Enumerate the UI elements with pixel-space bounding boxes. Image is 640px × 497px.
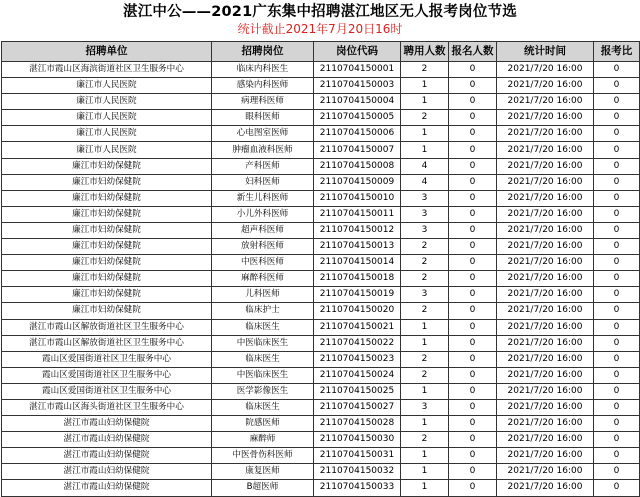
cell-hires: 3 bbox=[401, 190, 449, 206]
cell-unit: 廉江市人民医院 bbox=[2, 110, 212, 126]
cell-code: 2110704150031 bbox=[314, 448, 401, 464]
cell-hires: 1 bbox=[401, 335, 449, 351]
cell-hires: 2 bbox=[401, 303, 449, 319]
cell-hires: 4 bbox=[401, 158, 449, 174]
vacancy-table bbox=[1, 41, 640, 497]
cell-position: 心电图室医师 bbox=[212, 126, 314, 142]
cell-applicants: 0 bbox=[449, 126, 497, 142]
cell-code: 2110704150008 bbox=[314, 158, 401, 174]
cell-ratio: 0 bbox=[594, 94, 640, 110]
cell-hires: 1 bbox=[401, 383, 449, 399]
cell-stat-time: 2021/7/20 16:00 bbox=[497, 222, 594, 238]
cell-position: 眼科医师 bbox=[212, 110, 314, 126]
cell-applicants: 0 bbox=[449, 78, 497, 94]
cell-code: 2110704150013 bbox=[314, 239, 401, 255]
cell-unit: 霞山区爱国街道社区卫生服务中心 bbox=[2, 367, 212, 383]
cell-stat-time: 2021/7/20 16:00 bbox=[497, 480, 594, 496]
cell-hires: 3 bbox=[401, 399, 449, 415]
cell-code: 2110704150024 bbox=[314, 367, 401, 383]
cell-position: 新生儿科医师 bbox=[212, 190, 314, 206]
column-header-stat-time: 统计时间 bbox=[497, 42, 594, 62]
cell-code: 2110704150022 bbox=[314, 335, 401, 351]
column-header-hires: 聘用人数 bbox=[401, 42, 449, 62]
table-body bbox=[2, 62, 640, 497]
cell-stat-time: 2021/7/20 16:00 bbox=[497, 110, 594, 126]
table-row bbox=[2, 158, 640, 174]
cell-applicants: 0 bbox=[449, 303, 497, 319]
table-row bbox=[2, 239, 640, 255]
column-header-ratio: 报考比 bbox=[594, 42, 640, 62]
cell-unit: 湛江市霞山区解放街道社区卫生服务中心 bbox=[2, 335, 212, 351]
cell-stat-time: 2021/7/20 16:00 bbox=[497, 335, 594, 351]
cell-ratio: 0 bbox=[594, 222, 640, 238]
cell-code: 2110704150025 bbox=[314, 383, 401, 399]
table-row bbox=[2, 222, 640, 238]
cell-unit: 霞山区爱国街道社区卫生服务中心 bbox=[2, 383, 212, 399]
cell-stat-time: 2021/7/20 16:00 bbox=[497, 62, 594, 78]
cell-code: 2110704150007 bbox=[314, 142, 401, 158]
cell-ratio: 0 bbox=[594, 448, 640, 464]
cell-position: 临床医生 bbox=[212, 399, 314, 415]
cell-stat-time: 2021/7/20 16:00 bbox=[497, 142, 594, 158]
column-header-position: 招聘岗位 bbox=[212, 42, 314, 62]
table-row bbox=[2, 319, 640, 335]
table-row bbox=[2, 94, 640, 110]
cell-stat-time: 2021/7/20 16:00 bbox=[497, 383, 594, 399]
cell-code: 2110704150003 bbox=[314, 78, 401, 94]
cell-hires: 1 bbox=[401, 448, 449, 464]
cell-code: 2110704150030 bbox=[314, 432, 401, 448]
cell-position: 小儿外科医师 bbox=[212, 206, 314, 222]
cell-ratio: 0 bbox=[594, 62, 640, 78]
cell-ratio: 0 bbox=[594, 142, 640, 158]
cell-position: 医学影像医生 bbox=[212, 383, 314, 399]
table-row bbox=[2, 448, 640, 464]
cell-position: 中医科医师 bbox=[212, 255, 314, 271]
cell-hires: 2 bbox=[401, 62, 449, 78]
table-row bbox=[2, 287, 640, 303]
table-row bbox=[2, 62, 640, 78]
cell-ratio: 0 bbox=[594, 432, 640, 448]
cell-hires: 2 bbox=[401, 432, 449, 448]
cell-unit: 湛江市霞山区海滨街道社区卫生服务中心 bbox=[2, 62, 212, 78]
cell-unit: 廉江市妇幼保健院 bbox=[2, 287, 212, 303]
cell-applicants: 0 bbox=[449, 190, 497, 206]
cell-applicants: 0 bbox=[449, 255, 497, 271]
cell-code: 2110704150009 bbox=[314, 174, 401, 190]
cell-applicants: 0 bbox=[449, 464, 497, 480]
cell-unit: 湛江市霞山妇幼保健院 bbox=[2, 480, 212, 496]
cell-code: 2110704150011 bbox=[314, 206, 401, 222]
cell-position: 临床医生 bbox=[212, 351, 314, 367]
cell-position: 中医临床医生 bbox=[212, 367, 314, 383]
cell-unit: 湛江市霞山妇幼保健院 bbox=[2, 464, 212, 480]
cell-unit: 廉江市妇幼保健院 bbox=[2, 255, 212, 271]
page-title: 湛江中公——2021广东集中招聘湛江地区无人报考岗位节选 bbox=[123, 4, 517, 20]
table-row bbox=[2, 367, 640, 383]
cell-unit: 廉江市人民医院 bbox=[2, 78, 212, 94]
cell-unit: 湛江市霞山区解放街道社区卫生服务中心 bbox=[2, 319, 212, 335]
cell-hires: 3 bbox=[401, 287, 449, 303]
table-row bbox=[2, 126, 640, 142]
cell-stat-time: 2021/7/20 16:00 bbox=[497, 367, 594, 383]
cell-ratio: 0 bbox=[594, 480, 640, 496]
cell-unit: 湛江市霞山妇幼保健院 bbox=[2, 432, 212, 448]
cell-unit: 湛江市霞山妇幼保健院 bbox=[2, 448, 212, 464]
cell-position: 康复医师 bbox=[212, 464, 314, 480]
table-row bbox=[2, 190, 640, 206]
cell-hires: 1 bbox=[401, 126, 449, 142]
cell-ratio: 0 bbox=[594, 351, 640, 367]
cell-code: 2110704150006 bbox=[314, 126, 401, 142]
cell-applicants: 0 bbox=[449, 335, 497, 351]
table-row bbox=[2, 416, 640, 432]
cell-applicants: 0 bbox=[449, 319, 497, 335]
cell-stat-time: 2021/7/20 16:00 bbox=[497, 126, 594, 142]
table-row bbox=[2, 255, 640, 271]
cell-position: 产科医师 bbox=[212, 158, 314, 174]
cell-applicants: 0 bbox=[449, 383, 497, 399]
cell-ratio: 0 bbox=[594, 174, 640, 190]
cell-applicants: 0 bbox=[449, 399, 497, 415]
cell-hires: 2 bbox=[401, 271, 449, 287]
cell-unit: 廉江市妇幼保健院 bbox=[2, 239, 212, 255]
table-row bbox=[2, 464, 640, 480]
table-row bbox=[2, 335, 640, 351]
cell-unit: 霞山区爱国街道社区卫生服务中心 bbox=[2, 351, 212, 367]
cell-code: 2110704150005 bbox=[314, 110, 401, 126]
cell-applicants: 0 bbox=[449, 416, 497, 432]
cell-applicants: 0 bbox=[449, 206, 497, 222]
table-row bbox=[2, 303, 640, 319]
cell-hires: 4 bbox=[401, 174, 449, 190]
cell-unit: 廉江市妇幼保健院 bbox=[2, 174, 212, 190]
cell-position: B超医师 bbox=[212, 480, 314, 496]
cell-unit: 廉江市妇幼保健院 bbox=[2, 271, 212, 287]
cell-applicants: 0 bbox=[449, 367, 497, 383]
cell-applicants: 0 bbox=[449, 448, 497, 464]
cell-ratio: 0 bbox=[594, 126, 640, 142]
cell-ratio: 0 bbox=[594, 255, 640, 271]
cell-code: 2110704150012 bbox=[314, 222, 401, 238]
page-subtitle: 统计截止2021年7月20日16时 bbox=[237, 22, 403, 36]
cell-code: 2110704150014 bbox=[314, 255, 401, 271]
cell-applicants: 0 bbox=[449, 287, 497, 303]
cell-applicants: 0 bbox=[449, 432, 497, 448]
cell-code: 2110704150020 bbox=[314, 303, 401, 319]
cell-ratio: 0 bbox=[594, 287, 640, 303]
cell-position: 感染内科医师 bbox=[212, 78, 314, 94]
cell-code: 2110704150027 bbox=[314, 399, 401, 415]
table-row bbox=[2, 110, 640, 126]
cell-applicants: 0 bbox=[449, 174, 497, 190]
table-row bbox=[2, 142, 640, 158]
cell-position: 中医骨伤科医师 bbox=[212, 448, 314, 464]
cell-stat-time: 2021/7/20 16:00 bbox=[497, 287, 594, 303]
cell-hires: 2 bbox=[401, 351, 449, 367]
cell-stat-time: 2021/7/20 16:00 bbox=[497, 464, 594, 480]
table-row bbox=[2, 480, 640, 496]
cell-code: 2110704150032 bbox=[314, 464, 401, 480]
cell-position: 肿瘤血液科医师 bbox=[212, 142, 314, 158]
table-row bbox=[2, 351, 640, 367]
cell-stat-time: 2021/7/20 16:00 bbox=[497, 255, 594, 271]
cell-code: 2110704150010 bbox=[314, 190, 401, 206]
table-header-row bbox=[2, 42, 640, 62]
cell-hires: 1 bbox=[401, 78, 449, 94]
cell-unit: 廉江市妇幼保健院 bbox=[2, 190, 212, 206]
cell-stat-time: 2021/7/20 16:00 bbox=[497, 206, 594, 222]
cell-applicants: 0 bbox=[449, 480, 497, 496]
cell-ratio: 0 bbox=[594, 190, 640, 206]
cell-applicants: 0 bbox=[449, 142, 497, 158]
cell-position: 超声科医师 bbox=[212, 222, 314, 238]
cell-unit: 廉江市妇幼保健院 bbox=[2, 303, 212, 319]
table-row bbox=[2, 271, 640, 287]
cell-hires: 1 bbox=[401, 416, 449, 432]
cell-ratio: 0 bbox=[594, 110, 640, 126]
cell-applicants: 0 bbox=[449, 351, 497, 367]
cell-position: 放射科医师 bbox=[212, 239, 314, 255]
cell-ratio: 0 bbox=[594, 399, 640, 415]
cell-stat-time: 2021/7/20 16:00 bbox=[497, 432, 594, 448]
column-header-unit: 招聘单位 bbox=[2, 42, 212, 62]
cell-position: 临床护士 bbox=[212, 303, 314, 319]
cell-position: 临床医生 bbox=[212, 319, 314, 335]
cell-stat-time: 2021/7/20 16:00 bbox=[497, 78, 594, 94]
cell-ratio: 0 bbox=[594, 78, 640, 94]
cell-hires: 1 bbox=[401, 142, 449, 158]
cell-ratio: 0 bbox=[594, 416, 640, 432]
table-row bbox=[2, 206, 640, 222]
cell-code: 2110704150028 bbox=[314, 416, 401, 432]
cell-position: 中医临床医生 bbox=[212, 335, 314, 351]
cell-hires: 1 bbox=[401, 464, 449, 480]
table-row bbox=[2, 432, 640, 448]
cell-unit: 廉江市人民医院 bbox=[2, 142, 212, 158]
cell-applicants: 0 bbox=[449, 94, 497, 110]
cell-applicants: 0 bbox=[449, 271, 497, 287]
cell-hires: 3 bbox=[401, 222, 449, 238]
cell-hires: 1 bbox=[401, 94, 449, 110]
cell-ratio: 0 bbox=[594, 464, 640, 480]
cell-ratio: 0 bbox=[594, 239, 640, 255]
column-header-applicants: 报名人数 bbox=[449, 42, 497, 62]
table-row bbox=[2, 174, 640, 190]
cell-stat-time: 2021/7/20 16:00 bbox=[497, 319, 594, 335]
cell-stat-time: 2021/7/20 16:00 bbox=[497, 303, 594, 319]
cell-code: 2110704150019 bbox=[314, 287, 401, 303]
cell-position: 院感医师 bbox=[212, 416, 314, 432]
cell-hires: 1 bbox=[401, 319, 449, 335]
cell-stat-time: 2021/7/20 16:00 bbox=[497, 351, 594, 367]
cell-position: 病理科医师 bbox=[212, 94, 314, 110]
cell-stat-time: 2021/7/20 16:00 bbox=[497, 190, 594, 206]
cell-ratio: 0 bbox=[594, 158, 640, 174]
cell-ratio: 0 bbox=[594, 367, 640, 383]
cell-position: 麻醉师 bbox=[212, 432, 314, 448]
cell-unit: 湛江市霞山妇幼保健院 bbox=[2, 416, 212, 432]
table-row bbox=[2, 383, 640, 399]
cell-ratio: 0 bbox=[594, 206, 640, 222]
cell-code: 2110704150004 bbox=[314, 94, 401, 110]
table-row bbox=[2, 399, 640, 415]
cell-stat-time: 2021/7/20 16:00 bbox=[497, 158, 594, 174]
table-row bbox=[2, 78, 640, 94]
cell-code: 2110704150033 bbox=[314, 480, 401, 496]
cell-ratio: 0 bbox=[594, 303, 640, 319]
cell-hires: 2 bbox=[401, 239, 449, 255]
cell-unit: 廉江市妇幼保健院 bbox=[2, 158, 212, 174]
cell-code: 2110704150021 bbox=[314, 319, 401, 335]
cell-stat-time: 2021/7/20 16:00 bbox=[497, 416, 594, 432]
cell-code: 2110704150018 bbox=[314, 271, 401, 287]
cell-stat-time: 2021/7/20 16:00 bbox=[497, 399, 594, 415]
cell-hires: 2 bbox=[401, 367, 449, 383]
cell-hires: 2 bbox=[401, 255, 449, 271]
cell-stat-time: 2021/7/20 16:00 bbox=[497, 271, 594, 287]
cell-position: 麻醉科医师 bbox=[212, 271, 314, 287]
cell-ratio: 0 bbox=[594, 383, 640, 399]
cell-applicants: 0 bbox=[449, 158, 497, 174]
cell-ratio: 0 bbox=[594, 319, 640, 335]
cell-hires: 2 bbox=[401, 110, 449, 126]
cell-position: 儿科医师 bbox=[212, 287, 314, 303]
cell-stat-time: 2021/7/20 16:00 bbox=[497, 448, 594, 464]
cell-applicants: 0 bbox=[449, 62, 497, 78]
cell-unit: 廉江市妇幼保健院 bbox=[2, 206, 212, 222]
cell-position: 妇科医师 bbox=[212, 174, 314, 190]
column-header-code: 岗位代码 bbox=[314, 42, 401, 62]
cell-stat-time: 2021/7/20 16:00 bbox=[497, 174, 594, 190]
cell-hires: 3 bbox=[401, 206, 449, 222]
cell-unit: 湛江市霞山区海头街道社区卫生服务中心 bbox=[2, 399, 212, 415]
cell-ratio: 0 bbox=[594, 271, 640, 287]
cell-unit: 廉江市妇幼保健院 bbox=[2, 222, 212, 238]
cell-stat-time: 2021/7/20 16:00 bbox=[497, 94, 594, 110]
cell-position: 临床内科医生 bbox=[212, 62, 314, 78]
cell-hires: 1 bbox=[401, 480, 449, 496]
cell-applicants: 0 bbox=[449, 239, 497, 255]
cell-unit: 廉江市人民医院 bbox=[2, 94, 212, 110]
cell-code: 2110704150023 bbox=[314, 351, 401, 367]
cell-ratio: 0 bbox=[594, 335, 640, 351]
cell-applicants: 0 bbox=[449, 110, 497, 126]
cell-unit: 廉江市人民医院 bbox=[2, 126, 212, 142]
cell-stat-time: 2021/7/20 16:00 bbox=[497, 239, 594, 255]
cell-applicants: 0 bbox=[449, 222, 497, 238]
cell-code: 2110704150001 bbox=[314, 62, 401, 78]
